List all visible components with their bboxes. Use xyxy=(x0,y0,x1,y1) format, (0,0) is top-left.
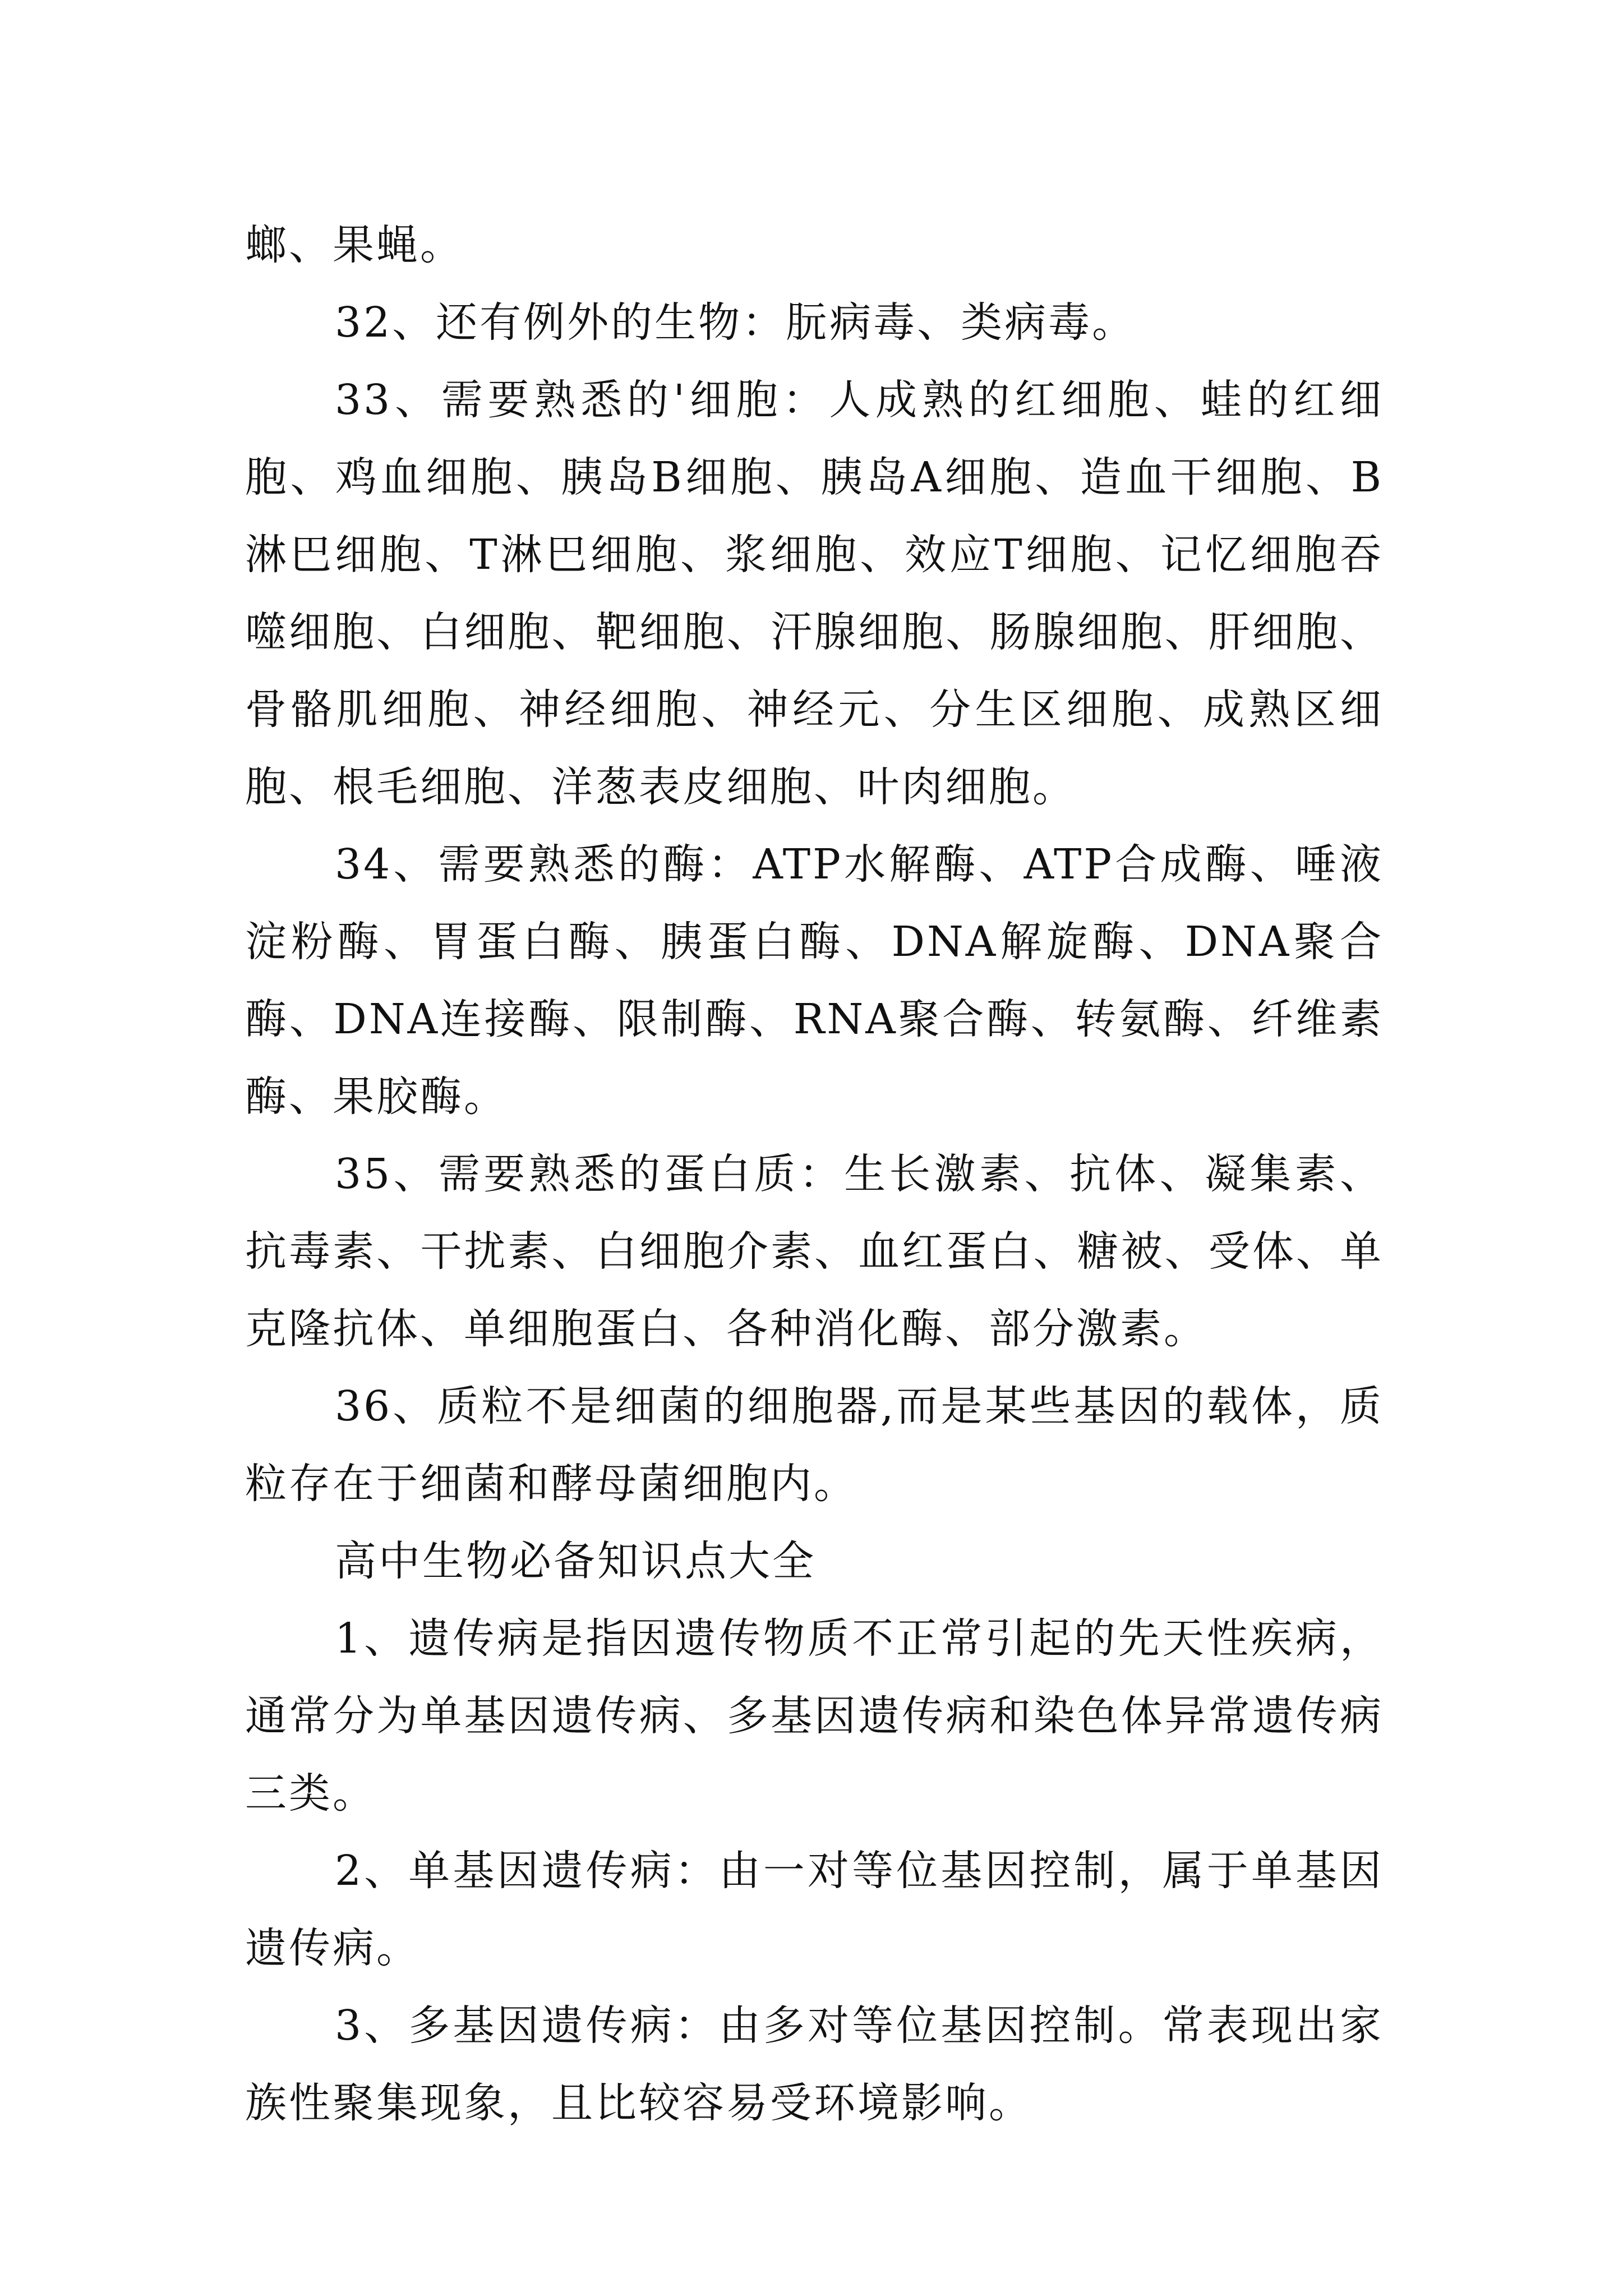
paragraph-item-2: 2、单基因遗传病：由一对等位基因控制，属于单基因遗传病。 xyxy=(245,1847,1384,1972)
paragraph-item-1: 1、遗传病是指因遗传物质不正常引起的先天性疾病，通常分为单基因遗传病、多基因遗传病和染色体异常遗传病三类。 xyxy=(245,1614,1384,1818)
paragraph-item-35: 35、需要熟悉的蛋白质：生长激素、抗体、凝集素、抗毒素、干扰素、白细胞介素、血红蛋白、糖被、受体、单克隆抗体、单细胞蛋白、各种消化酶、部分激素。 xyxy=(245,1150,1384,1353)
paragraph-item-34: 34、需要熟悉的酶：ATP水解酶、ATP合成酶、唾液淀粉酶、胃蛋白酶、胰蛋白酶、DNA解旋酶、DNA聚合酶、DNA连接酶、限制酶、RNA聚合酶、转氨酶、纤维素酶、果胶酶。 xyxy=(245,840,1384,1121)
paragraph-item-32: 32、还有例外的生物：朊病毒、类病毒。 xyxy=(335,298,1136,347)
document-body xyxy=(245,206,1384,2142)
section-heading: 高中生物必备知识点大全 xyxy=(335,1537,816,1585)
paragraph-continuation: 螂、果蝇。 xyxy=(245,221,464,269)
paragraph-item-3: 3、多基因遗传病：由多对等位基因控制。常表现出家族性聚集现象，且比较容易受环境影响。 xyxy=(245,2001,1384,2127)
paragraph-item-36: 36、质粒不是细菌的细胞器,而是某些基因的载体，质粒存在于细菌和酵母菌细胞内。 xyxy=(245,1382,1384,1508)
paragraph-item-33: 33、需要熟悉的'细胞：人成熟的红细胞、蛙的红细胞、鸡血细胞、胰岛B细胞、胰岛A细胞、造血干细胞、B淋巴细胞、T淋巴细胞、浆细胞、效应T细胞、记忆细胞吞噬细胞、白细胞、靶细胞、汗腺细胞、肠腺细胞、肝细胞、骨骼肌细胞、神经细胞、神经元、分生区细胞、成熟区细胞、根毛细胞、洋葱表皮细胞、叶肉细胞。 xyxy=(245,376,1384,811)
